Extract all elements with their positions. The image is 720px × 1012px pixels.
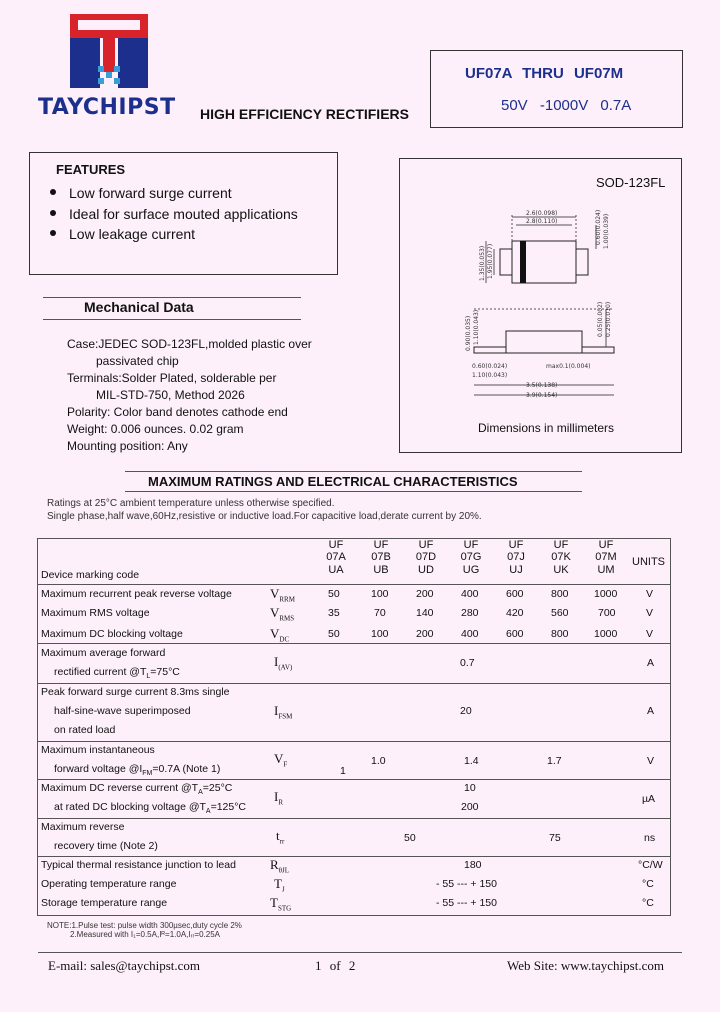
row-label: Storage temperature range: [41, 897, 168, 909]
value-cell: - 55 --- + 150: [436, 897, 497, 909]
package-outline-drawing: [400, 159, 683, 419]
dim-label: 0.60(0.024): [472, 363, 508, 370]
unit-cell: V: [646, 588, 654, 600]
mech-line: Polarity: Color band denotes cathode end: [67, 405, 288, 419]
symbol: $V_{RRM}$: [270, 586, 295, 604]
package-name: SOD-123FL: [596, 175, 666, 190]
value-cell: 200: [461, 801, 479, 813]
value-cell: 280: [461, 607, 479, 619]
column-header: UF 07M UM: [595, 539, 617, 576]
dim-label: 3.9(0.154): [526, 392, 558, 399]
divider: [38, 643, 670, 644]
package-caption: Dimensions in millimeters: [478, 421, 615, 435]
row-label: Operating temperature range: [41, 878, 177, 890]
column-header: UF 07J UJ: [507, 539, 525, 576]
row-label: half-sine-wave superimposed: [54, 705, 191, 717]
mechanical-data: [67, 336, 312, 455]
symbol: $I_{(AV)}$: [274, 654, 293, 672]
dim-label: 1.95(0.077): [487, 243, 494, 279]
column-header: UF 07K UK: [551, 539, 571, 576]
unit-cell: °C: [642, 878, 654, 890]
value-cell: 140: [416, 607, 434, 619]
mech-line: Mounting position: Any: [67, 439, 188, 453]
voltage-current-rating: 50V -1000V 0.7A: [501, 97, 632, 114]
value-cell: 100: [371, 628, 389, 640]
value-cell: 1.4: [464, 755, 479, 767]
mech-line: Case:JEDEC SOD-123FL,molded plastic over: [67, 337, 312, 351]
value-cell: 400: [461, 628, 479, 640]
value-cell: 50: [328, 588, 340, 600]
unit-cell: V: [646, 628, 654, 640]
footer-email: E-mail: sales@taychipst.com: [48, 958, 201, 973]
dim-label: 0.60(0.024): [595, 209, 602, 245]
features-box: [29, 152, 338, 275]
ratings-note: Ratings at 25°C ambient temperature unless otherwise specified.: [47, 498, 335, 509]
page-number: 1 of 2: [315, 958, 356, 973]
symbol: $t_{rr}$: [276, 828, 285, 846]
value-cell: 420: [506, 607, 524, 619]
divider: [38, 584, 670, 585]
value-cell: - 55 --- + 150: [436, 878, 497, 890]
dim-label: 1.35(0.053): [479, 245, 486, 281]
divider: [38, 779, 670, 780]
footer-website: Web Site: www.taychipst.com: [507, 958, 664, 973]
symbol: $T_{STG}$: [270, 895, 292, 913]
symbol: $R_{\theta JL}$: [270, 857, 290, 875]
mech-line: Terminals:Solder Plated, solderable per: [67, 371, 277, 385]
bullet-icon: [50, 210, 56, 216]
value-cell: 75: [549, 832, 561, 844]
unit-cell: A: [647, 657, 655, 669]
value-cell: 200: [416, 628, 434, 640]
features-title: FEATURES: [56, 162, 126, 177]
table-note: NOTE:1.Pulse test: pulse width 300µsec,duty cycle 2%: [47, 921, 242, 930]
value-cell: 700: [598, 607, 616, 619]
dim-label: 0.90(0.035): [465, 315, 472, 351]
units-header: UNITS: [632, 556, 665, 568]
value-cell: 1: [340, 765, 346, 777]
symbol: $V_{DC}$: [270, 626, 290, 644]
table-note: 2.Measured with I₁=0.5A,Iᴿ=1.0A,Iᵣᵣ=0.25A: [70, 930, 221, 939]
value-cell: 10: [464, 782, 476, 794]
value-cell: 200: [416, 588, 434, 600]
row-label: Typical thermal resistance junction to lead: [41, 859, 236, 871]
symbol: $V_F$: [274, 751, 288, 769]
symbol: $V_{RMS}$: [270, 605, 295, 623]
divider: [38, 818, 670, 819]
mechanical-title: Mechanical Data: [84, 299, 194, 315]
value-cell: 560: [551, 607, 569, 619]
ratings-table: [37, 538, 671, 916]
row-label: at rated DC blocking voltage $@T_A=125^\circ C$: [54, 801, 247, 816]
symbol: $I_R$: [274, 789, 284, 807]
symbol: $T_J$: [274, 876, 285, 894]
part-range: UF07A THRU UF07M: [465, 65, 624, 82]
dim-label: 0.05(0.002): [597, 301, 604, 337]
dim-label: 1.10(0.043): [472, 372, 508, 379]
taychipst-logo: [70, 14, 148, 88]
value-cell: 20: [460, 705, 472, 717]
row-label: Maximum DC blocking voltage: [41, 628, 183, 640]
dim-label: 3.5(0.138): [526, 382, 558, 389]
mech-line: MIL-STD-750, Method 2026: [96, 388, 245, 402]
value-cell: 1000: [594, 628, 618, 640]
value-cell: 1.0: [371, 755, 386, 767]
part-number-box: [430, 50, 683, 128]
unit-cell: A: [647, 705, 655, 717]
list-item: Low forward surge current: [50, 183, 298, 204]
column-header: UF 07D UD: [415, 539, 437, 576]
column-header: UF 07B UB: [371, 539, 391, 576]
value-cell: 400: [461, 588, 479, 600]
mech-line: Weight: 0.006 ounces. 0.02 gram: [67, 422, 244, 436]
value-cell: 180: [464, 859, 482, 871]
unit-cell: °C/W: [638, 859, 663, 871]
row-label: on rated load: [54, 724, 116, 736]
dim-label: 2.8(0.110): [526, 218, 558, 225]
value-cell: 100: [371, 588, 389, 600]
divider: [43, 319, 301, 320]
value-cell: 600: [506, 588, 524, 600]
unit-cell: ns: [644, 832, 656, 844]
divider: [38, 741, 670, 742]
row-label: Device marking code: [41, 569, 140, 581]
divider: [38, 683, 670, 684]
features-list: [50, 183, 298, 245]
row-label: Peak forward surge current 8.3ms single: [41, 686, 230, 698]
column-header: UF 07A UA: [326, 539, 346, 576]
unit-cell: µA: [642, 793, 656, 805]
dim-label: 1.10(0.043): [473, 309, 480, 345]
row-label: Maximum instantaneous: [41, 744, 155, 756]
load-note: Single phase,half wave,60Hz,resistive or inductive load.For capacitive load,derate current by 20%.: [47, 511, 482, 522]
row-label: Maximum reverse: [41, 821, 125, 833]
list-item: Low leakage current: [50, 224, 298, 245]
bullet-icon: [50, 230, 56, 236]
column-header: UF 07G UG: [460, 539, 482, 576]
value-cell: 0.7: [460, 657, 475, 669]
symbol: $I_{FSM}$: [274, 703, 293, 721]
divider: [43, 297, 301, 298]
unit-cell: V: [646, 607, 654, 619]
value-cell: 50: [328, 628, 340, 640]
row-label: Maximum average forward: [41, 647, 166, 659]
divider: [125, 491, 582, 492]
value-cell: 35: [328, 607, 340, 619]
value-cell: 1.7: [547, 755, 562, 767]
product-subtitle: HIGH EFFICIENCY RECTIFIERS: [200, 106, 409, 122]
row-label: Maximum RMS voltage: [41, 607, 150, 619]
list-item: Ideal for surface mouted applications: [50, 204, 298, 225]
value-cell: 70: [374, 607, 386, 619]
row-label: Maximum DC reverse current $@T_A=25^\circ C$: [41, 782, 233, 797]
divider: [38, 856, 670, 857]
row-label: Maximum recurrent peak reverse voltage: [41, 588, 232, 600]
unit-cell: °C: [642, 897, 654, 909]
brand-name: TAYCHIPST: [38, 95, 176, 120]
bullet-icon: [50, 189, 56, 195]
package-drawing-box: [399, 158, 682, 453]
section-title: MAXIMUM RATINGS AND ELECTRICAL CHARACTERISTICS: [148, 474, 518, 489]
row-label: forward voltage $@I_{FM}=0.7A$ (Note 1): [54, 763, 221, 778]
value-cell: 50: [404, 832, 416, 844]
unit-cell: V: [647, 755, 655, 767]
divider: [125, 471, 582, 472]
dim-label: max0.1(0.004): [546, 363, 591, 370]
mech-line: passivated chip: [96, 354, 179, 368]
value-cell: 800: [551, 628, 569, 640]
row-label: recovery time (Note 2): [54, 840, 158, 852]
divider: [38, 952, 682, 953]
row-label: rectified current $@T_L=75^\circ C$: [54, 666, 180, 681]
dim-label: 1.00(0.039): [603, 213, 610, 249]
value-cell: 1000: [594, 588, 618, 600]
dim-label: 2.6(0.098): [526, 210, 558, 217]
value-cell: 800: [551, 588, 569, 600]
dim-label: 0.25(0.010): [605, 301, 612, 337]
value-cell: 600: [506, 628, 524, 640]
